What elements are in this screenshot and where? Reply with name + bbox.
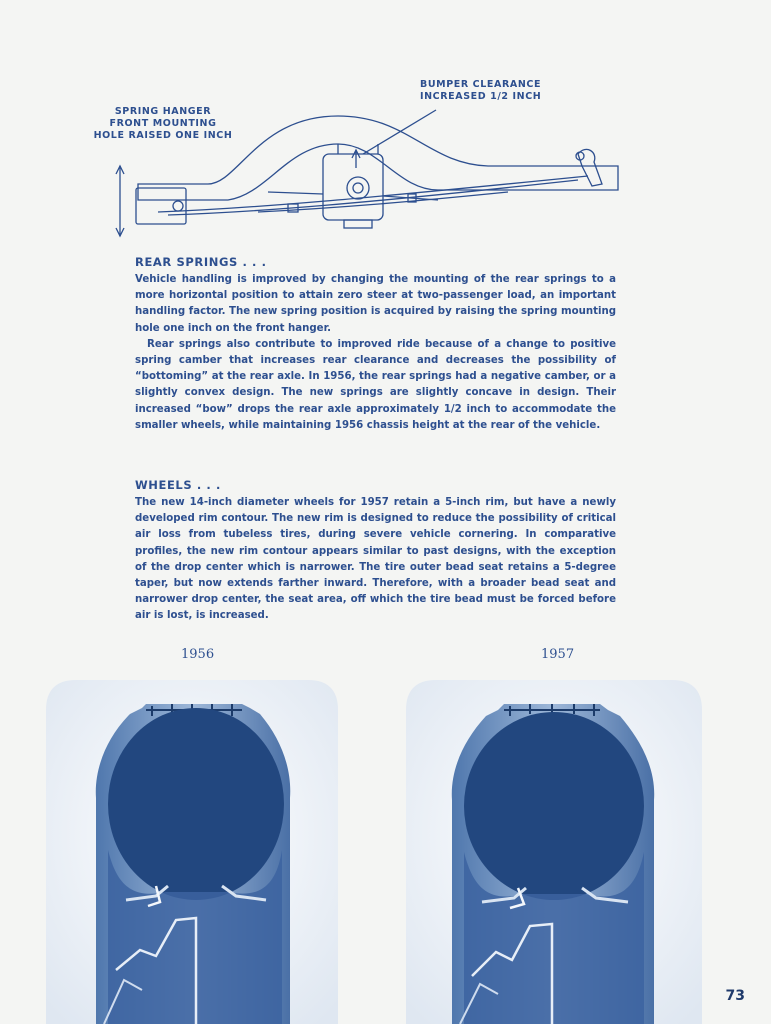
bumper-leader-line	[363, 110, 436, 154]
callout-line: BUMPER CLEARANCE	[420, 79, 542, 90]
rear-spring-diagram	[108, 104, 628, 244]
rear-springs-paragraph-1: Vehicle handling is improved by changing the mounting of the rear springs to a more horizontal position to attain zero steer at two-passenger load, an important handling factor. The new spring position is acquired by raising the spring mounting hole one inch on the front hanger.	[135, 274, 616, 334]
callout-line: INCREASED 1/2 INCH	[420, 91, 542, 102]
frame-rail	[138, 116, 618, 200]
rear-shackle	[578, 149, 602, 186]
rear-springs-heading: REAR SPRINGS . . .	[135, 255, 267, 269]
callout-line: HOLE RAISED ONE INCH	[93, 130, 233, 141]
rear-springs-paragraph-2: Rear springs also contribute to improved ride because of a change to positive spring camber that increases rear clearance and decreases the possibility of “bottoming” at the rear axle. In 1956, the rear springs had a negative camber, or a slightly convex design. The new springs are slightly concave in design. Their increased “bow” drops the rear axle approximately 1/2 inch to accommodate the smaller wheels, while maintaining 1956 chassis height at the rear of the vehicle.	[135, 338, 616, 431]
tire-air-chamber	[108, 708, 284, 900]
leaf-spring	[158, 176, 588, 212]
wheels-paragraph-1: The new 14-inch diameter wheels for 1957 retain a 5-inch rim, but have a newly developed rim contour. The new rim is designed to reduce the possibility of critical air loss from tubeless tires, during severe vehicle cornering. In comparative profiles, the new rim contour appears similar to past designs, with the exception of the drop center which is narrower. The tire outer bead seat retains a 5-degree taper, but now extends farther inward. Therefore, with a broader bead seat and narrower drop center, the seat area, off which the tire bead must be forced before air is lost, is increased.	[135, 497, 616, 622]
front-hanger	[136, 188, 186, 224]
axle-center	[347, 177, 369, 199]
wheels-section	[135, 478, 616, 625]
callout-line: FRONT MOUNTING	[109, 118, 217, 129]
tire-cross-section-1957	[406, 680, 702, 1024]
bumper-clearance-callout	[420, 79, 570, 103]
tire-air-chamber	[464, 712, 644, 900]
callout-line: SPRING HANGER	[114, 106, 212, 117]
wheels-heading: WHEELS . . .	[135, 478, 221, 492]
tire-cross-section-1956	[46, 680, 338, 1024]
year-label-1957: 1957	[541, 647, 575, 662]
rear-springs-section	[135, 255, 616, 434]
page-number: 73	[725, 988, 745, 1004]
year-label-1956: 1956	[181, 647, 215, 662]
